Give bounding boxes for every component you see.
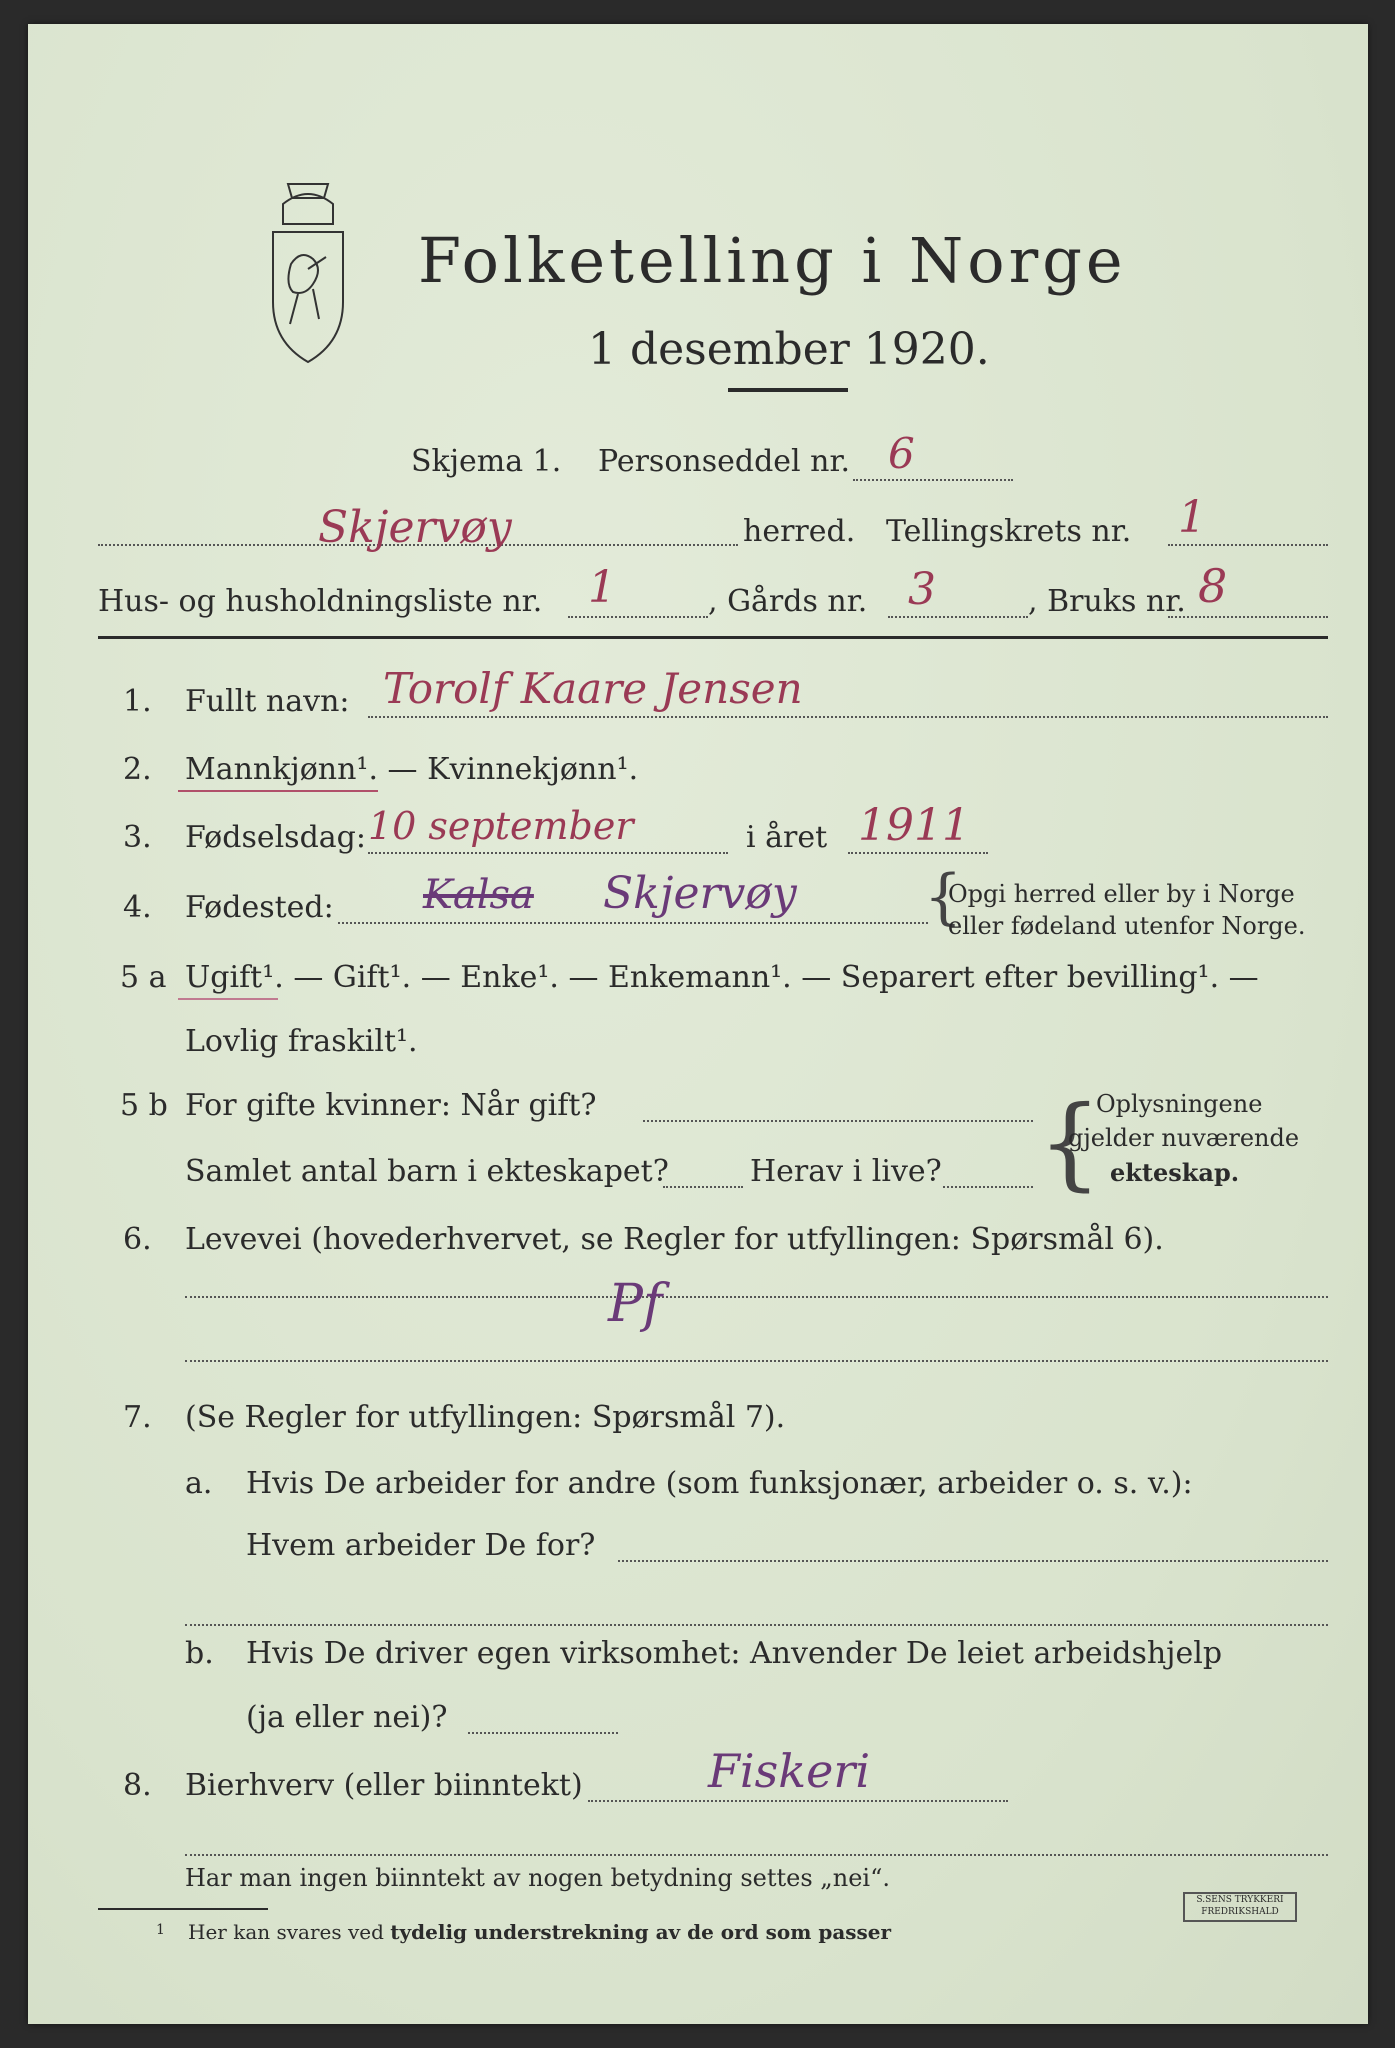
tellingskrets-value[interactable]: 1: [1178, 492, 1206, 543]
q6-number: 6.: [123, 1222, 152, 1257]
census-form-page: [28, 24, 1368, 2024]
q5b-children-line: [663, 1186, 743, 1188]
q4-struck-value: Kalsa: [423, 872, 534, 918]
q8-number: 8.: [123, 1768, 152, 1803]
q4-note-1: Opgi herred eller by i Norge: [948, 880, 1295, 908]
q7-number: 7.: [123, 1400, 152, 1435]
q4-brace-icon: {: [924, 862, 963, 932]
q2-number: 2.: [123, 752, 152, 787]
personseddel-value[interactable]: 6: [888, 429, 915, 478]
q5a-number: 5 a: [120, 960, 167, 995]
q3-year-line: [848, 852, 988, 854]
husholdning-label: Hus- og husholdningsliste nr.: [98, 584, 543, 619]
q8-text: Bierhverv (eller biinntekt): [185, 1768, 583, 1803]
q2-text: Mannkjønn¹. — Kvinnekjønn¹.: [185, 752, 639, 787]
q8-line: [588, 1800, 1008, 1802]
q3-year-value[interactable]: 1911: [858, 800, 970, 851]
herred-value[interactable]: Skjervøy: [318, 502, 512, 553]
q7a-letter: a.: [185, 1466, 213, 1501]
q3-line: [368, 852, 728, 854]
q5a-text: Ugift¹. — Gift¹. — Enke¹. — Enkemann¹. — Separert efter bevilling¹. —: [185, 960, 1259, 995]
q7b-text: Hvis De driver egen virksomhet: Anvender De leiet arbeidshjelp: [246, 1636, 1223, 1671]
form-title: Folketelling i Norge: [418, 224, 1127, 297]
title-divider: [728, 388, 848, 392]
q7b-text-2: (ja eller nei)?: [246, 1700, 448, 1735]
q5b-label-3: Herav i live?: [750, 1154, 942, 1189]
q5b-label-2: Samlet antal barn i ekteskapet?: [185, 1154, 669, 1189]
q1-value[interactable]: Torolf Kaare Jensen: [383, 664, 803, 713]
husholdning-line: [568, 616, 708, 618]
herred-label: herred.: [743, 514, 856, 549]
q7-text: (Se Regler for utfyllingen: Spørsmål 7).: [185, 1400, 786, 1435]
q7a-text: Hvis De arbeider for andre (som funksjonær, arbeider o. s. v.):: [246, 1466, 1193, 1501]
footnote-text: Her kan svares ved: [188, 1920, 384, 1944]
q5a-text-2: Lovlig fraskilt¹.: [185, 1024, 418, 1059]
q5b-married-line: [643, 1120, 1033, 1122]
q6-line-1: [185, 1296, 1328, 1298]
footnote: [188, 1920, 891, 1944]
q5a-selection-underline: [178, 998, 278, 1000]
gards-line: [888, 616, 1028, 618]
footnote-mark: 1: [156, 1922, 165, 1938]
bruks-value[interactable]: 8: [1198, 559, 1228, 613]
q1-label: Fullt navn:: [185, 684, 350, 719]
bruks-line: [1168, 616, 1328, 618]
printer-stamp-line-1: S.SENS TRYKKERI: [1196, 1895, 1284, 1905]
footnote-rule: [98, 1908, 268, 1910]
q4-value[interactable]: Skjervøy: [603, 868, 797, 919]
printer-stamp: [1183, 1892, 1297, 1922]
q7a-line-2: [185, 1624, 1328, 1626]
form-date: 1 desember 1920.: [588, 324, 990, 375]
q3-year-label: i året: [746, 820, 828, 855]
q6-value[interactable]: Pf: [608, 1274, 663, 1334]
q6-line-2: [185, 1360, 1328, 1362]
q7a-line: [618, 1560, 1328, 1562]
personseddel-line: [853, 479, 1013, 481]
gards-value[interactable]: 3: [908, 564, 936, 615]
q5b-label: For gifte kvinner: Når gift?: [185, 1088, 597, 1123]
q7b-letter: b.: [185, 1636, 214, 1671]
q1-number: 1.: [123, 684, 152, 719]
q5b-note-3: ekteskap.: [1110, 1158, 1240, 1187]
q5b-note-2: gjelder nuværende: [1068, 1124, 1300, 1152]
norwegian-coat-of-arms-icon: [253, 174, 363, 374]
q4-label: Fødested:: [185, 890, 334, 925]
q7b-line: [468, 1732, 618, 1734]
header-rule: [98, 636, 1328, 639]
q5b-brace-icon: {: [1038, 1084, 1102, 1201]
q8-value[interactable]: Fiskeri: [708, 1744, 871, 1798]
tellingskrets-label: Tellingskrets nr.: [886, 514, 1132, 549]
q8-line-2: [185, 1854, 1328, 1856]
printer-stamp-line-2: FREDRIKSHALD: [1201, 1907, 1279, 1917]
tellingskrets-line: [1168, 544, 1328, 546]
personseddel-label: Personseddel nr.: [598, 444, 851, 479]
q5b-number: 5 b: [120, 1088, 168, 1123]
schema-label: Skjema 1.: [411, 444, 562, 479]
q5b-alive-line: [943, 1186, 1033, 1188]
footnote-text-bold: tydelig understrekning av de ord som passer: [390, 1920, 892, 1944]
q6-text: Levevei (hovederhvervet, se Regler for utfyllingen: Spørsmål 6).: [185, 1222, 1164, 1257]
q1-line: [368, 716, 1328, 718]
q5b-note-1: Oplysningene: [1096, 1090, 1263, 1118]
q2-selection-underline: [178, 790, 378, 792]
q8-note: Har man ingen biinntekt av nogen betydning settes „nei“.: [185, 1864, 890, 1892]
gards-label: , Gårds nr.: [708, 584, 868, 619]
q4-note-2: eller fødeland utenfor Norge.: [948, 912, 1306, 940]
q4-number: 4.: [123, 890, 152, 925]
q4-line: [338, 922, 928, 924]
q7a-text-2: Hvem arbeider De for?: [246, 1528, 596, 1563]
q3-value[interactable]: 10 september: [368, 804, 634, 848]
bruks-label: , Bruks nr.: [1028, 584, 1186, 619]
q3-number: 3.: [123, 820, 152, 855]
husholdning-value[interactable]: 1: [588, 562, 616, 613]
q3-label: Fødselsdag:: [185, 820, 366, 855]
